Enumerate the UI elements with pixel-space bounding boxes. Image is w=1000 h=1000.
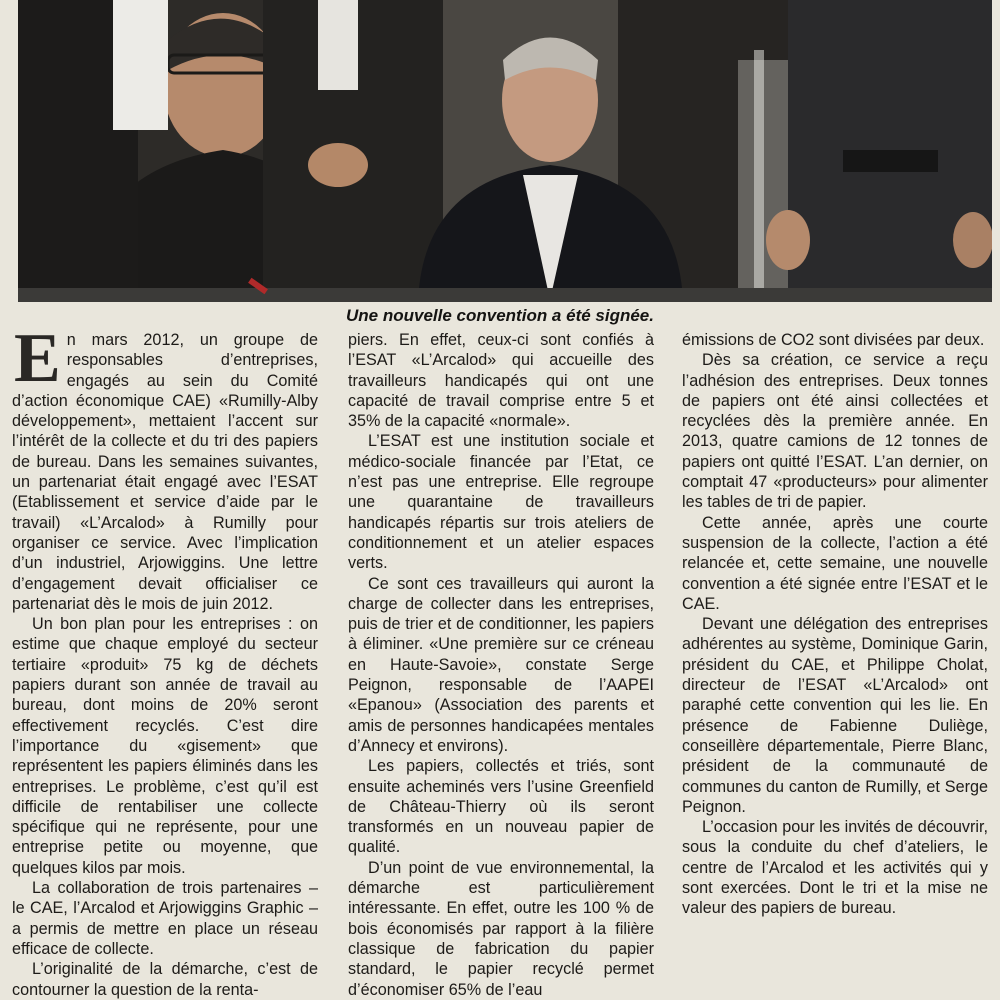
drop-cap: E: [14, 330, 61, 397]
group-photo-icon: [18, 0, 992, 302]
article-paragraph: piers. En effet, ceux-ci sont confiés à l’ESAT «L’Arcalod» qui accueille des travailleurs handicapés qui ont une capacité de travail comprise entre 5 et 35% de la capacité «normale».: [348, 331, 654, 431]
article-paragraph: L’occasion pour les invités de découvrir, sous la conduite du chef d’ateliers, le centre de l’Arcalod et les activités qui y sont exercées. Dont le tri et la mise ne valeur des papiers de bureau.: [682, 818, 988, 918]
press-photo: [18, 0, 992, 302]
article-column-1: [12, 330, 318, 1000]
paragraph-text: n mars 2012, un groupe de responsables d’entreprises, engagés au sein du Comité d’action économique CAE) «Rumilly-Alby développement», mettaient l’accent sur l’intérêt de la collecte et du tri des papiers de bureau. Dans les semaines suivantes, un partenariat était engagé avec l’ESAT (Etablissement et service d’aide par le travail) «L’Arcalod» à Rumilly pour organiser ce service. Avec l’implication d’un industriel, Arjowiggins. Une lettre d’engagement devait officialiser ce partenariat dès le mois de juin 2012.: [12, 331, 318, 613]
article-paragraph: D’un point de vue environnemental, la démarche est particulièrement intéressante. En effet, outre les 100 % de bois économisés par rapport à la filière classique de fabrication du papier standard, le papier recyclé permet d’économiser 65% de l’eau: [348, 858, 654, 999]
article-paragraph: Cette année, après une courte suspension de la collecte, l’action a été relancée et, cette semaine, une nouvelle convention a été signée entre l’ESAT et le CAE.: [682, 513, 988, 613]
article-paragraph: Devant une délégation des entreprises adhérentes au système, Dominique Garin, président du CAE, et Philippe Cholat, directeur de l’ESAT «L’Arcalod» ont paraphé cette convention qui les lie. En présence de Fabienne Duliège, conseillère départementale, Pierre Blanc, président de la communauté de communes du canton de Rumilly, et Serge Peignon.: [682, 615, 988, 816]
article-paragraph: L’originalité de la démarche, c’est de contourner la question de la renta-: [12, 960, 318, 999]
article-paragraph: La collaboration de trois partenaires – le CAE, l’Arcalod et Arjowiggins Graphic – a permis de mettre en place un réseau efficace de collecte.: [12, 879, 318, 958]
article-paragraph: [12, 330, 318, 614]
article-column-3: [682, 330, 988, 1000]
article-paragraph: L’ESAT est une institution sociale et médico-sociale financée par l’Etat, ce n’est pas une entreprise. Elle regroupe une quarantaine de travailleurs handicapés répartis sur trois ateliers de conditionnement et un atelier espaces verts.: [348, 432, 654, 573]
article-paragraph: Dès sa création, ce service a reçu l’adhésion des entreprises. Deux tonnes de papiers ont été ainsi collectées et recyclées dès la première année. En 2013, quatre camions de 12 tonnes de papiers ont quitté l’ESAT. L’an dernier, on comptait 47 «producteurs» pour alimenter les tables de tri de papier.: [682, 351, 988, 512]
article-paragraph: Ce sont ces travailleurs qui auront la charge de collecter dans les entreprises, puis de trier et de conditionner, les papiers à éliminer. «Une première sur ce créneau en Haute-Savoie», constate Serge Peignon, responsable de l’AAPEI «Epanou» (Association des parents et amis de personnes handicapées mentales d’Annecy et environs).: [348, 574, 654, 755]
photo-caption: Une nouvelle convention a été signée.: [346, 306, 654, 325]
article-column-2: [348, 330, 654, 1000]
article-paragraph: Un bon plan pour les entreprises : on estime que chaque employé du secteur tertiaire «produit» 75 kg de déchets papiers durant son année de travail au bureau, dont moins de 20% seront effectivement recyclés. C’est dire l’importance du «gisement» que représentent les papiers éliminés dans les entreprises. Le problème, c’est qu’il est difficile de rentabiliser une collecte spécifique qui ne représente, pour une entreprise petite ou moyenne, que quelques kilos par mois.: [12, 615, 318, 877]
article-paragraph: Les papiers, collectés et triés, sont ensuite acheminés vers l’usine Greenfield de Château-Thierry où ils seront transformés en un nouveau papier de qualité.: [348, 757, 654, 857]
article-paragraph: émissions de CO2 sont divisées par deux.: [682, 331, 985, 349]
